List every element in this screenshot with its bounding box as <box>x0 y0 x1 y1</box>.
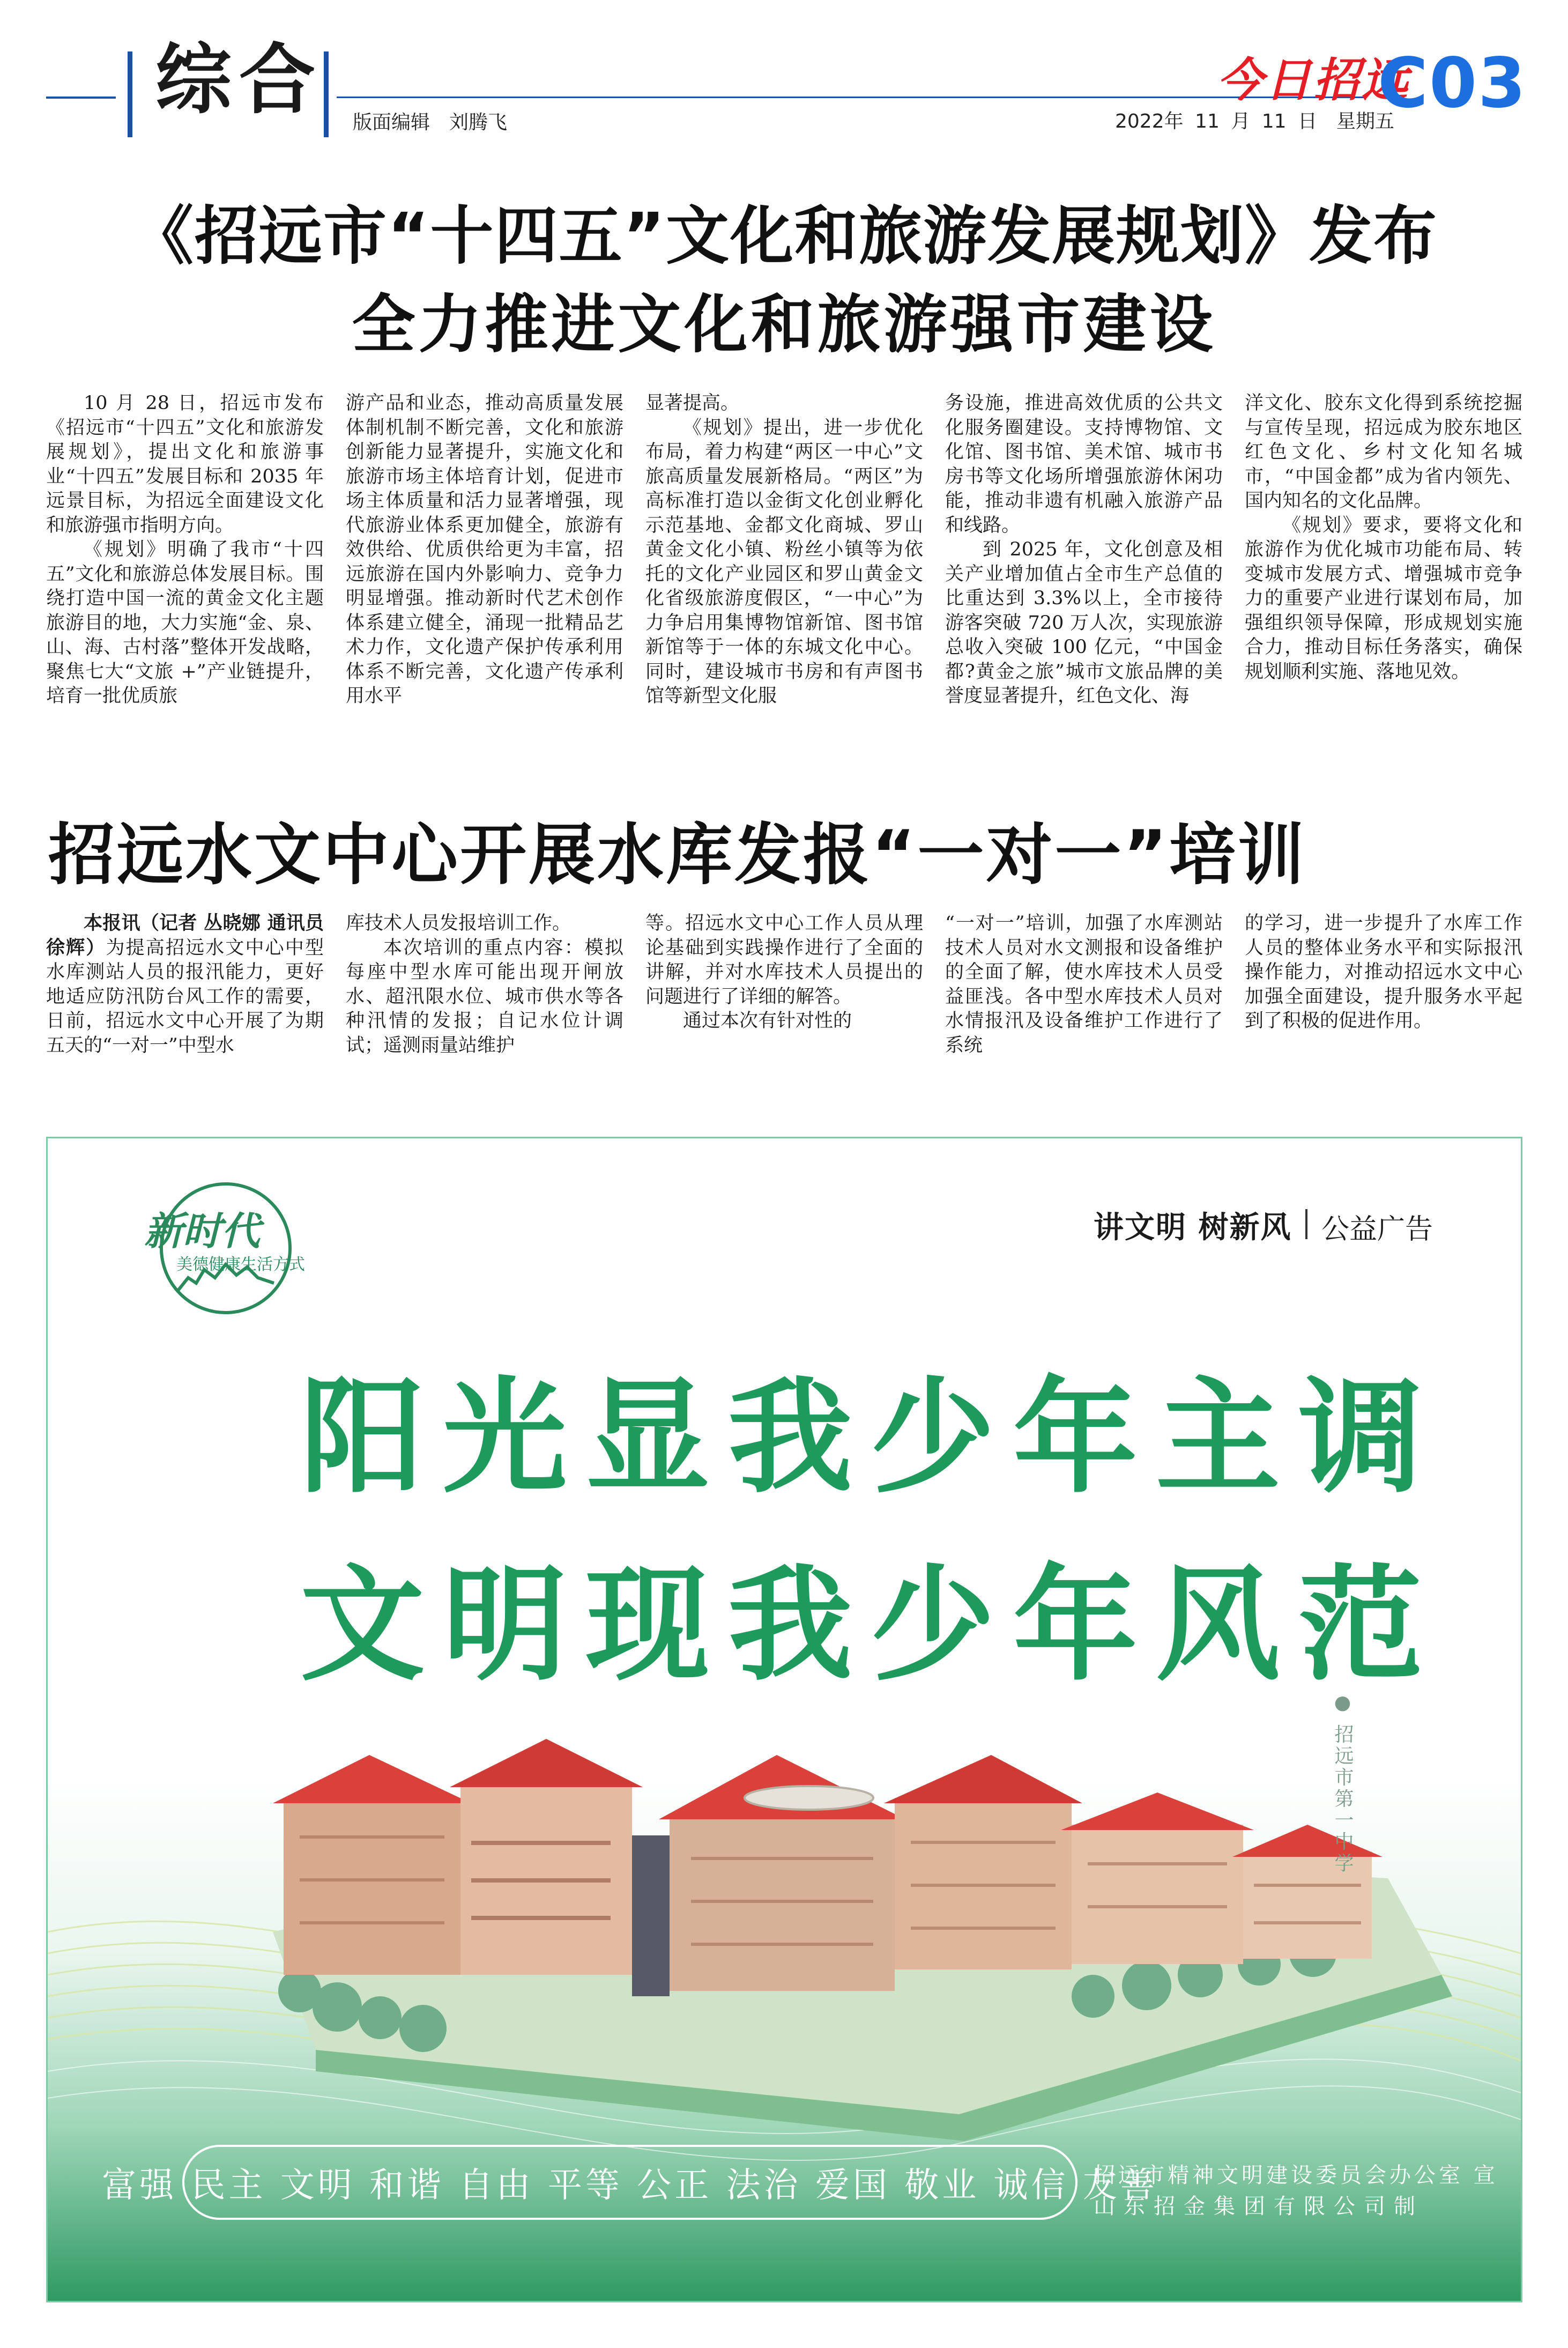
page-number: C03 <box>1378 43 1527 123</box>
article1-column-3 <box>645 391 923 740</box>
ad-divider <box>1305 1209 1307 1239</box>
school-credit: ● 招远市第一中学 <box>1332 1692 1354 1875</box>
paragraph-text: 为提高招远水文中心中型水库测站人员的报汛能力，更好地适应防汛防台风工作的需要，日前，招远水文中心开展了为期五天的“一对一”中型水 <box>46 937 324 1056</box>
paragraph: 《规划》明确了我市“十四五”文化和旅游总体发展目标。围绕打造中国一流的黄金文化主题旅游目的地，大力实施“金、泉、山、海、古村落”整体开发战略，聚焦七大“文旅 +”产业链提升，培育一批优质旅 <box>46 539 324 707</box>
article1-column-1 <box>46 391 324 740</box>
paragraph: 本次培训的重点内容：模拟每座中型水库可能出现开闸放水、超汛限水位、城市供水等各种汛情的发报；自记水位计调试；遥测雨量站维护 <box>346 937 623 1056</box>
paragraph: 的学习，进一步提升了水库工作人员的整体业务水平和实际报汛操作能力，对推动招远水文中心加强全面建设，提升服务水平起到了积极的促进作用。 <box>1245 913 1522 1032</box>
article2-column-3 <box>645 912 923 1083</box>
ad-headline-line2: 文明现我少年风范 <box>300 1553 1441 1698</box>
paragraph: 显著提高。 <box>645 392 740 414</box>
article1-title-line1: 《招远市“十四五”文化和旅游发展规划》发布 <box>130 199 1438 273</box>
article1-column-2 <box>346 391 623 740</box>
paragraph: 库技术人员发报培训工作。 <box>346 913 571 934</box>
paragraph: 《规划》要求，要将文化和旅游作为优化城市功能布局、转变城市发展方式、增强城市竞争力的重要产业进行谋划布局，加强组织领导保障，形成规划实施合力，推动目标任务落实，确保规划顺利实施、落地见效。 <box>1245 514 1522 683</box>
paragraph: “一对一”培训，加强了水库测站技术人员对水文测报和设备维护的全面了解，使水库技术人员受益匪浅。各中型水库技术人员对水情报汛及设备维护工作进行了系统 <box>945 913 1223 1056</box>
article2-column-2 <box>346 912 623 1083</box>
ad-slogan: 讲文明 树新风 <box>1094 1210 1292 1245</box>
paragraph: 通过本次有针对性的 <box>683 1010 852 1032</box>
paragraph: 到 2025 年，文化创意及相关产业增加值占全市生产总值的比重达到 3.3%以上，全市接待游客突破 720 万人次，实现旅游总收入突破 100 亿元，“中国金都?黄金之旅”城市文旅品牌的美誉度显著提升，红色文化、海 <box>945 539 1223 707</box>
article2-column-1 <box>46 912 324 1083</box>
article1-column-5 <box>1245 391 1522 740</box>
public-service-ad <box>46 1137 1522 2302</box>
paragraph <box>46 912 324 1058</box>
badge-title: 新时代 <box>144 1209 261 1254</box>
paragraph: 《规划》提出，进一步优化布局，着力构建“两区一中心”文旅高质量发展新格局。“两区”为高标准打造以金街文化创业孵化示范基地、金都文化商城、罗山黄金文化小镇、粉丝小镇等为依托的文化产业园区和罗山黄金文化省级旅游度假区，“一中心”为力争启用集博物馆新馆、图书馆新馆等于一体的东城文化中心。同时，建设城市书房和有声图书馆等新型文化服 <box>645 417 923 707</box>
page-editor: 版面编辑 刘腾飞 <box>353 112 508 134</box>
byline: 本报讯（记者 丛晓娜 通讯员 徐辉） <box>46 913 324 959</box>
article2-column-5 <box>1245 912 1522 1083</box>
core-values-banner: 富强 民主 文明 和谐 自由 平等 公正 法治 爱国 敬业 诚信 友善 <box>182 2145 1077 2220</box>
paper-logo: 今日招远 <box>1217 53 1410 107</box>
ad-type-label: 公益广告 <box>1321 1213 1433 1246</box>
article2-title: 招远水文中心开展水库发报“一对一”培训 <box>48 817 1306 894</box>
masthead-rule-right <box>337 97 1366 98</box>
sponsor-line-1: 招远市精神文明建设委员会办公室 宣 <box>1094 2163 1498 2188</box>
sponsor-line-2: 山东招金集团有限公司制 <box>1094 2194 1424 2219</box>
article1-title-line2: 全力推进文化和旅游强市建设 <box>352 287 1216 361</box>
paragraph: 10 月 28 日，招远市发布《招远市“十四五”文化和旅游发展规划》，提出文化和旅游事业“十四五”发展目标和 2035 年远景目标，为招远全面建设文化和旅游强市指明方向。 <box>46 392 324 536</box>
issue-date: 2022年 11 月 11 日 星期五 <box>1115 110 1395 132</box>
section-title: 综合 <box>155 36 323 124</box>
badge-subtitle: 美德健康生活方式 <box>176 1255 305 1274</box>
masthead-bar-left <box>128 51 132 137</box>
article2-column-4 <box>945 912 1223 1083</box>
paragraph: 等。招远水文中心工作人员从理论基础到实践操作进行了全面的讲解，并对水库技术人员提出的问题进行了详细的解答。 <box>645 913 923 1008</box>
article1-column-4 <box>945 391 1223 740</box>
ad-headline-line1: 阳光显我少年主调 <box>300 1365 1441 1510</box>
masthead-bar-right <box>324 51 329 137</box>
paragraph: 洋文化、胶东文化得到系统挖掘与宣传呈现，招远成为胶东地区红色文化、乡村文化知名城市，“中国金都”成为省内领先、国内知名的文化品牌。 <box>1245 392 1522 512</box>
masthead-rule-left <box>46 97 116 99</box>
paragraph: 务设施，推进高效优质的公共文化服务圈建设。支持博物馆、文化馆、图书馆、美术馆、城市书房书等文化场所增强旅游休闲功能，推动非遗有机融入旅游产品和线路。 <box>945 392 1223 536</box>
paragraph: 游产品和业态，推动高质量发展体制机制不断完善，文化和旅游创新能力显著提升，实施文化和旅游市场主体培育计划，促进市场主体质量和活力显著增强，现代旅游业体系更加健全，旅游有效供给、优质供给更为丰富，招远旅游在国内外影响力、竞争力明显增强。推动新时代艺术创作体系建立健全，涌现一批精品艺术力作，文化遗产保护传承利用体系不断完善，文化遗产传承利用水平 <box>346 392 623 707</box>
